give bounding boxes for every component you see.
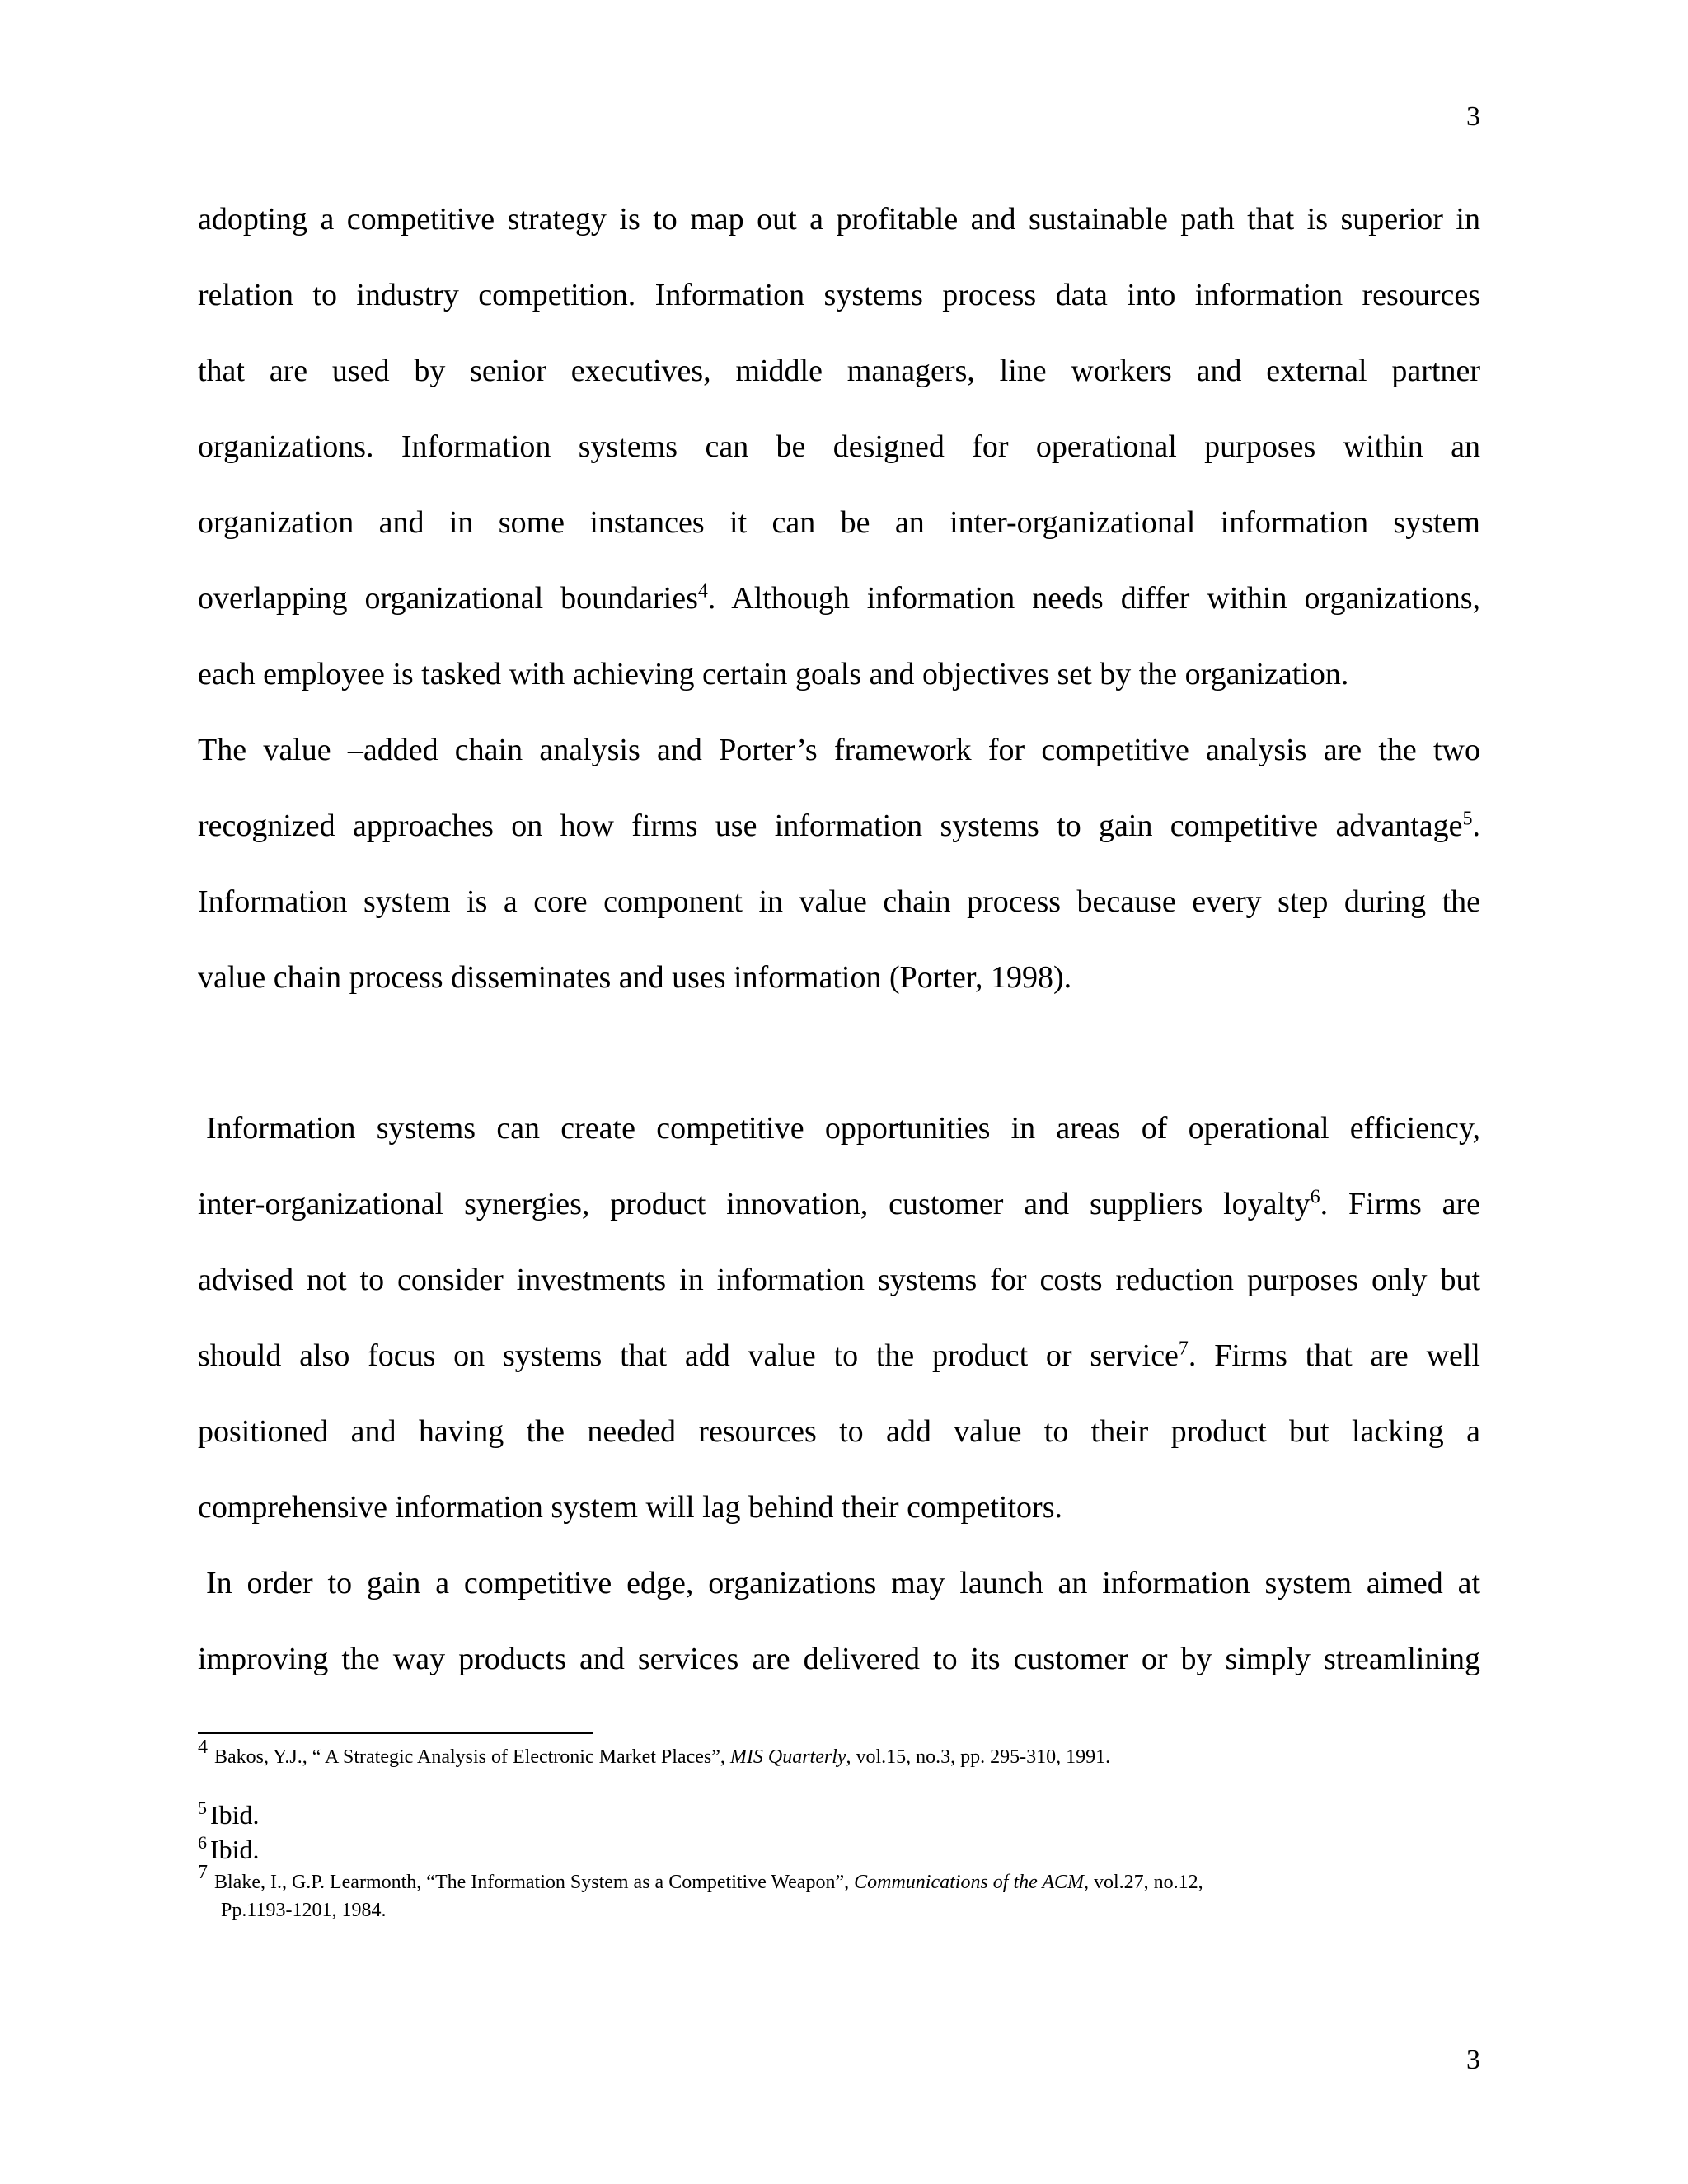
text-line <box>198 801 1480 877</box>
footnote-text: Ibid. <box>210 1800 260 1830</box>
text-line: value chain process disseminates and uses information (Porter, 1998). <box>198 960 1072 995</box>
footnote-6 <box>198 1834 1480 1868</box>
footnote-text: Blake, I., G.P. Learmonth, “The Information System as a Competitive Weapon”, <box>214 1872 855 1893</box>
text-line: organizations. Information systems can be designed for operational purposes within an <box>198 429 1480 464</box>
text-segment: overlapping organizational boundaries <box>198 581 698 616</box>
text-line: The value –added chain analysis and Porter’s framework for competitive analysis are the two <box>198 733 1480 767</box>
footnote-4 <box>198 1736 1480 1771</box>
text-segment: . <box>1472 808 1480 843</box>
footnote-ref-6: 6 <box>1310 1186 1320 1208</box>
text-line: improving the way products and services are delivered to its customer or by simply streamlining <box>198 1642 1480 1676</box>
footnote-text: Pp.1193-1201, 1984. <box>221 1900 387 1921</box>
text-segment: should also focus on systems that add value to the product or service <box>198 1338 1179 1373</box>
footnote-text: Ibid. <box>210 1835 260 1864</box>
text-segment: recognized approaches on how firms use information systems to gain competitive advantage <box>198 808 1463 843</box>
text-segment: . Although information needs differ within organizations, <box>707 581 1480 616</box>
footnote-text: , vol.15, no.3, pp. 295-310, 1991. <box>846 1746 1111 1768</box>
footnote-5 <box>198 1799 1480 1834</box>
footnote-mark: 6 <box>198 1832 207 1853</box>
text-segment: . Firms that are well <box>1188 1338 1480 1373</box>
footnote-separator <box>198 1732 593 1734</box>
text-line: Information systems can create competitive opportunities in areas of operational efficiency, <box>206 1111 1480 1146</box>
footnote-mark: 7 <box>198 1862 208 1883</box>
text-segment: . Firms are <box>1320 1187 1480 1221</box>
text-line <box>198 1331 1480 1407</box>
text-line <box>198 574 1480 649</box>
body-text <box>198 194 1480 1710</box>
footnote-7 <box>198 1862 1480 1924</box>
text-line <box>198 1179 1480 1255</box>
footnote-ref-7: 7 <box>1178 1338 1189 1360</box>
text-line: adopting a competitive strategy is to map out a profitable and sustainable path that is superior in <box>198 202 1480 237</box>
page-number-top: 3 <box>1466 101 1480 132</box>
footnote-text: Bakos, Y.J., “ A Strategic Analysis of Electronic Market Places”, <box>214 1746 730 1768</box>
footnote-journal: MIS Quarterly <box>729 1746 846 1768</box>
text-line: comprehensive information system will lag behind their competitors. <box>198 1490 1062 1525</box>
page-number-bottom: 3 <box>1466 2045 1480 2075</box>
text-line: Information system is a core component in value chain process because every step during the <box>198 884 1480 919</box>
footnote-ref-5: 5 <box>1462 808 1473 830</box>
footnote-ref-4: 4 <box>697 580 708 602</box>
footnote-mark: 4 <box>198 1736 208 1758</box>
text-line: relation to industry competition. Information systems process data into information resources <box>198 278 1480 312</box>
text-line: In order to gain a competitive edge, organizations may launch an information system aimed at <box>206 1566 1480 1601</box>
text-line: advised not to consider investments in information systems for costs reduction purposes only but <box>198 1263 1480 1297</box>
footnote-journal: Communications of the ACM <box>854 1872 1084 1893</box>
footnote-mark: 5 <box>198 1797 207 1818</box>
text-line: that are used by senior executives, middle managers, line workers and external partner <box>198 354 1480 388</box>
footnote-text: , vol.27, no.12, <box>1084 1872 1203 1893</box>
text-segment: inter-organizational synergies, product innovation, customer and suppliers loyalty <box>198 1187 1311 1221</box>
text-line: each employee is tasked with achieving certain goals and objectives set by the organization. <box>198 657 1349 691</box>
text-line: positioned and having the needed resources to add value to their product but lacking a <box>198 1414 1480 1449</box>
text-line: organization and in some instances it can be an inter-organizational information system <box>198 505 1480 540</box>
footnotes <box>198 1736 1480 1924</box>
